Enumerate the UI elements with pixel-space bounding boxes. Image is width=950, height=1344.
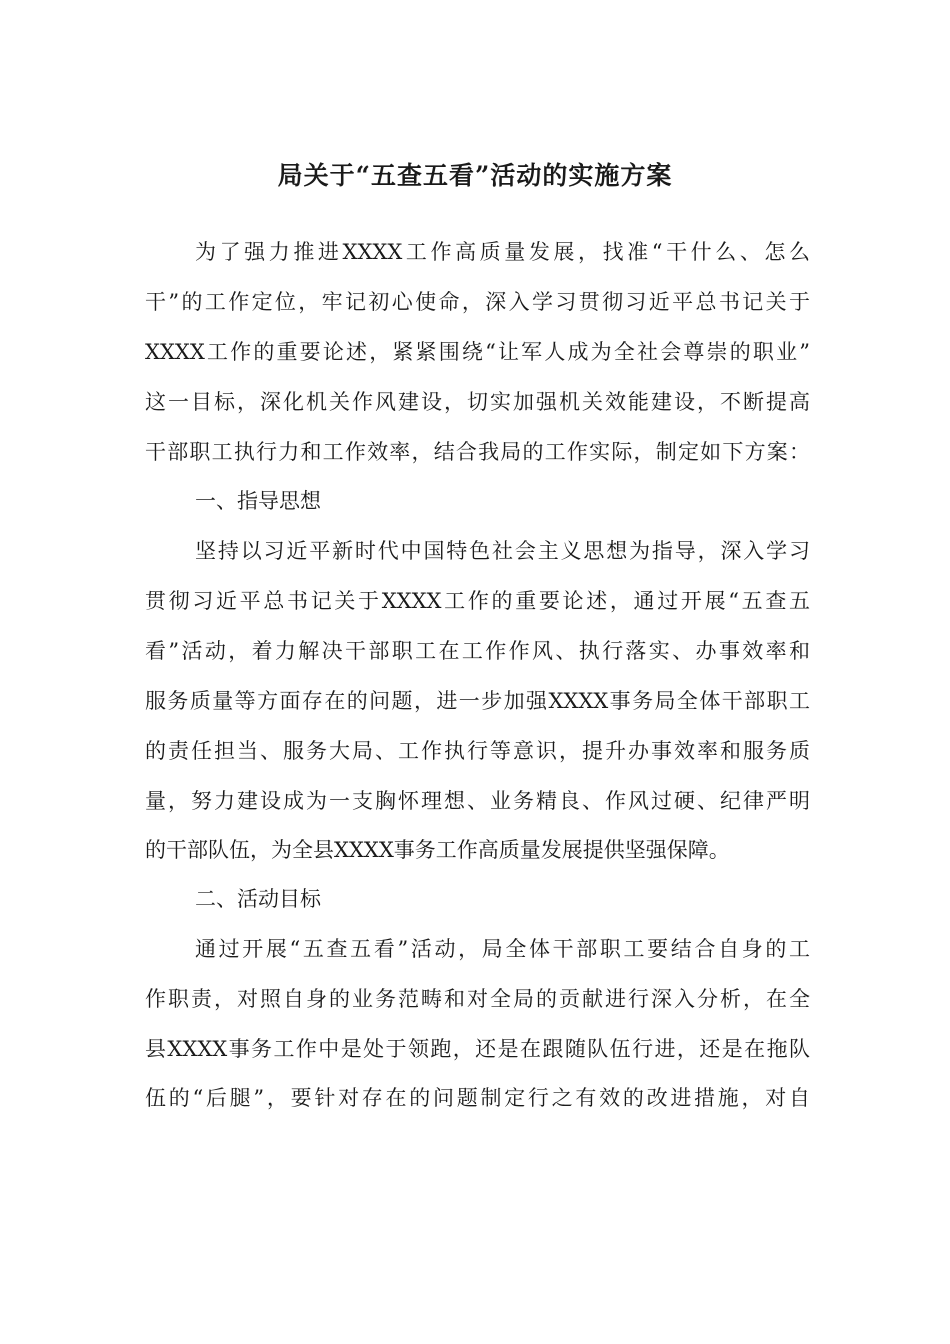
paragraph-line: XXXX工作的重要论述，紧紧围绕“让军人成为全社会尊崇的职业” xyxy=(145,340,810,364)
paragraph-line: 贯彻习近平总书记关于XXXX工作的重要论述，通过开展“五查五 xyxy=(145,589,810,613)
paragraph-line: 的干部队伍，为全县XXXX事务工作高质量发展提供坚强保障。 xyxy=(145,838,730,862)
paragraph-line: 看”活动，着力解决干部职工在工作作风、执行落实、办事效率和 xyxy=(145,639,810,663)
section-heading-activity-goals: 二、活动目标 xyxy=(195,887,321,911)
paragraph-line: 干”的工作定位，牢记初心使命，深入学习贯彻习近平总书记关于 xyxy=(145,290,810,314)
paragraph-line: 县XXXX事务工作中是处于领跑，还是在跟随队伍行进，还是在拖队 xyxy=(145,1037,810,1061)
paragraph-line: 坚持以习近平新时代中国特色社会主义思想为指导，深入学习 xyxy=(195,539,810,563)
paragraph-line: 作职责，对照自身的业务范畴和对全局的贡献进行深入分析，在全 xyxy=(145,987,810,1011)
paragraph-line: 干部职工执行力和工作效率，结合我局的工作实际，制定如下方案： xyxy=(145,440,810,464)
paragraph-line: 为了强力推进XXXX工作高质量发展，找准“干什么、怎么 xyxy=(195,240,810,264)
paragraph-line: 这一目标，深化机关作风建设，切实加强机关效能建设，不断提高 xyxy=(145,390,810,414)
section-heading-guiding-ideology: 一、指导思想 xyxy=(195,489,321,513)
paragraph-line: 伍的“后腿”，要针对存在的问题制定行之有效的改进措施，对自 xyxy=(145,1086,810,1110)
paragraph-line: 服务质量等方面存在的问题，进一步加强XXXX事务局全体干部职工 xyxy=(145,689,810,713)
paragraph-line: 量，努力建设成为一支胸怀理想、业务精良、作风过硬、纪律严明 xyxy=(145,789,810,813)
paragraph-line: 通过开展“五查五看”活动，局全体干部职工要结合自身的工 xyxy=(195,937,810,961)
document-title: 局关于“五查五看”活动的实施方案 xyxy=(277,161,673,190)
paragraph-line: 的责任担当、服务大局、工作执行等意识，提升办事效率和服务质 xyxy=(145,739,810,763)
